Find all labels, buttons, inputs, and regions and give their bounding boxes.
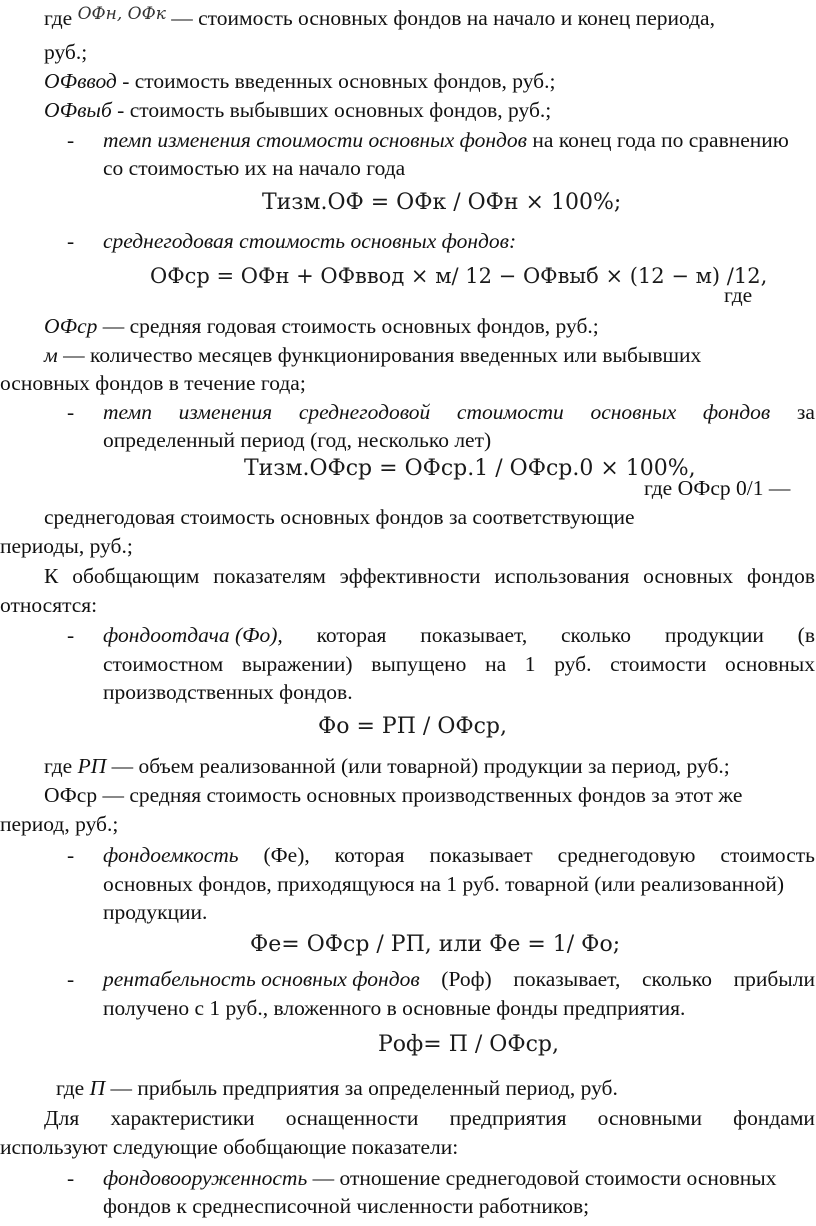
formula-symbol: П: [89, 1076, 106, 1100]
text-fragment: где: [724, 283, 753, 307]
text-line: [103, 130, 789, 152]
text-fragment: где: [56, 1076, 85, 1100]
text-line: со стоимостью их на начало года: [103, 156, 406, 180]
list-bullet: -: [67, 128, 75, 152]
text-line: продукции.: [103, 900, 208, 924]
word: прибыли: [733, 967, 815, 991]
list-bullet: -: [67, 623, 75, 647]
word: сколько: [561, 623, 632, 647]
text-fragment: — средняя годовая стоимость основных фондов, руб.;: [102, 314, 599, 338]
text-line: [44, 566, 815, 588]
formula-temp-srednegodovoy: Tизм.ОФср = ОФср.1 / ОФср.0 × 100%,: [244, 456, 696, 481]
formula-srednegodovaya: ОФср = ОФн + ОФввод × м/ 12 − ОФвыб × (12 − м) /12,: [150, 264, 768, 288]
text-line: [103, 654, 815, 676]
text-line: [103, 1168, 776, 1190]
word: которая: [334, 843, 405, 867]
text-line: [103, 625, 815, 647]
text-line: производственных фондов.: [103, 680, 353, 704]
text-line: руб.;: [44, 40, 88, 64]
text-line: получено с 1 руб., вложенного в основные фонды предприятия.: [103, 996, 686, 1020]
emphasis-text: фондовооруженность: [103, 1166, 308, 1190]
text-line: [44, 785, 742, 807]
word: оснащенности: [285, 1106, 419, 1130]
emphasis-text: темп изменения стоимости основных фондов: [103, 128, 528, 152]
word: (в: [797, 623, 815, 647]
list-bullet: -: [67, 843, 75, 867]
word: фондоотдача (Фо),: [103, 623, 283, 647]
word: основными: [597, 1106, 702, 1130]
word: Для: [44, 1106, 80, 1130]
text-line: определенный период (год, несколько лет): [103, 428, 492, 452]
word: (Роф): [441, 967, 492, 991]
formula-symbol: ОФн, ОФк: [77, 4, 166, 24]
word: среднегодовой: [298, 400, 431, 424]
formula-symbol: м: [44, 343, 58, 367]
text-line: среднегодовая стоимость основных фондов:: [103, 229, 517, 253]
word: стоимость: [720, 843, 815, 867]
word: руб.: [554, 652, 592, 676]
text-line: основных фондов, приходящуюся на 1 руб. товарной (или реализованной): [103, 872, 784, 896]
formula-symbol: ОФввод: [44, 69, 117, 93]
word: (Фе),: [263, 843, 310, 867]
text-line: [44, 100, 551, 122]
word: среднегодовую: [557, 843, 696, 867]
formula-symbol: РП: [77, 754, 107, 778]
formula-symbol: ОФср: [44, 314, 98, 338]
word: основных: [590, 400, 677, 424]
text-fragment: где: [44, 6, 73, 30]
text-fragment: — средняя стоимость основных производственных фондов за этот же: [102, 783, 743, 807]
word: стоимости: [456, 400, 564, 424]
word: фондов: [746, 564, 815, 588]
text-line: [44, 1108, 815, 1130]
text-line: [56, 1078, 618, 1100]
word: обобщающим: [72, 564, 200, 588]
word: использования: [494, 564, 630, 588]
text-fragment: где: [44, 754, 73, 778]
word: фондоемкость: [103, 843, 239, 867]
word: сколько: [641, 967, 712, 991]
word: которая: [316, 623, 387, 647]
text-fragment: — отношение среднегодовой стоимости основных: [312, 1166, 777, 1190]
word: стоимостном: [103, 652, 224, 676]
text-line: [103, 969, 815, 991]
word: основных: [725, 652, 815, 676]
list-bullet: -: [67, 229, 75, 253]
word: 1: [524, 652, 536, 676]
word: показывает: [429, 843, 533, 867]
formula-fondoemkost: Фе= ОФср / РП, или Фе = 1/ Фо;: [250, 932, 621, 957]
formula-symbol: ОФвыб: [44, 98, 112, 122]
word: изменения: [178, 400, 273, 424]
text-line: фондов к среднесписочной численности работников;: [103, 1194, 590, 1218]
text-fragment: - стоимость выбывших основных фондов, руб.;: [117, 98, 552, 122]
word: за: [796, 400, 815, 424]
text-line: [44, 71, 555, 93]
text-line: [44, 756, 730, 778]
word: характеристики: [110, 1106, 255, 1130]
word: К: [44, 564, 59, 588]
text-fragment: — объем реализованной (или товарной) продукции за период, руб.;: [111, 754, 730, 778]
text-line: периоды, руб.;: [0, 534, 133, 558]
text-line: среднегодовая стоимость основных фондов за соответствующие: [44, 505, 635, 529]
formula-temp-izm: Tизм.ОФ = ОФк / ОФн × 100%;: [262, 190, 622, 215]
list-bullet: -: [67, 400, 75, 424]
formula-symbol: ОФср: [44, 783, 98, 807]
word: темп: [103, 400, 153, 424]
text-fragment: где ОФср 0/1 —: [644, 476, 791, 500]
text-line: основных фондов в течение года;: [0, 371, 306, 395]
text-line: [103, 845, 815, 867]
text-fragment: - стоимость введенных основных фондов, руб.;: [122, 69, 556, 93]
word: стоимости: [610, 652, 707, 676]
text-line: [103, 402, 815, 424]
text-line: относятся:: [0, 593, 98, 617]
word: предприятия: [449, 1106, 567, 1130]
word: на: [485, 652, 507, 676]
word: выражении): [241, 652, 353, 676]
word: выпущено: [371, 652, 467, 676]
word: показывает,: [420, 623, 528, 647]
word: эффективности: [339, 564, 481, 588]
text-fragment: — стоимость основных фондов на начало и конец периода,: [171, 6, 715, 30]
word: фондов: [702, 400, 771, 424]
formula-fondootdacha: Фо = РП / ОФср,: [318, 714, 508, 739]
text-fragment: — прибыль предприятия за определенный период, руб.: [110, 1076, 618, 1100]
word: продукции: [664, 623, 764, 647]
formula-rentabelnost: Роф= П / ОФср,: [378, 1032, 559, 1057]
text-fragment: — количество месяцев функционирования введенных или выбывших: [63, 343, 702, 367]
word: показателям: [213, 564, 326, 588]
text-fragment: на конец года по сравнению: [532, 128, 789, 152]
text-line: используют следующие обобщающие показатели:: [0, 1135, 459, 1159]
text-line: [44, 4, 715, 30]
word: показывает,: [513, 967, 621, 991]
text-line: [44, 345, 701, 367]
list-bullet: -: [67, 1166, 75, 1190]
word: рентабельность основных фондов: [103, 967, 420, 991]
list-bullet: -: [67, 967, 75, 991]
text-line: период, руб.;: [0, 812, 119, 836]
word: фондами: [733, 1106, 815, 1130]
text-line: [44, 316, 599, 338]
word: основных: [643, 564, 734, 588]
